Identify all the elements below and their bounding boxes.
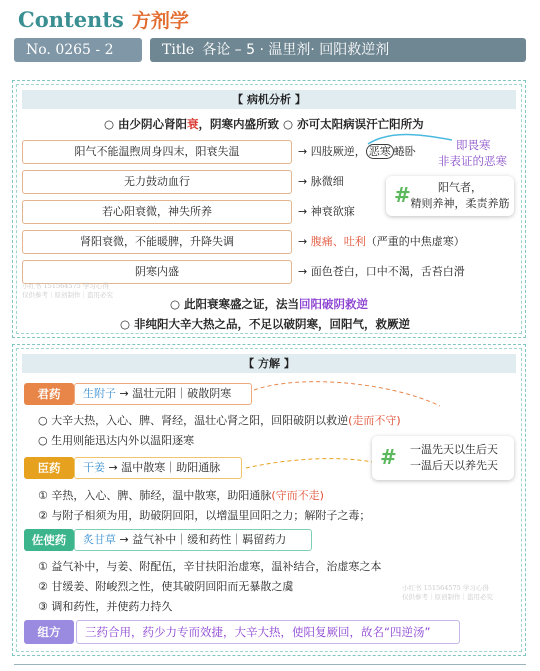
zuo-item: ② 甘缓姜、附峻烈之性，使其破阴回阳而无暴散之虞: [38, 580, 294, 593]
chen-herb-box: 干姜 → 温中散寒｜助阳通脉: [74, 457, 242, 479]
herb-name: 炙甘草: [83, 533, 116, 546]
chen-item: ① 辛热，入心、脾、肺经，温中散寒，助阳通脉(守而不走): [38, 489, 324, 502]
zuo-item: ③ 调和药性，并使药力持久: [38, 600, 173, 613]
entry-number: No. 0265 - 2: [26, 42, 114, 58]
circle-bullet: ○: [279, 117, 298, 131]
quote-callout: [386, 176, 514, 216]
cause-box: 若心阳衰微，神失所养: [22, 200, 292, 224]
circled-word: 恶寒: [366, 144, 394, 159]
pathogenesis-intro: ○ 由少阴心肾阳衰，阴寒内盛所致 ○ 亦可太阳病误汗亡阳所为: [104, 117, 424, 131]
zuo-item: ① 益气补中，与姜、附配伍，辛甘扶阳治虚寒，温补结合，治虚寒之本: [38, 560, 382, 573]
result-text: → 面色苍白，口中不渴，舌苔白滑: [298, 265, 465, 278]
circle-bullet: ○: [104, 117, 119, 131]
circle-bullet: ○: [120, 317, 135, 331]
page-title: [18, 6, 189, 33]
watermark: 小红书 151564575 学习心得 仅供参考｜原创制作｜盗用必究: [402, 584, 493, 601]
cause-box: 肾阳衰微，不能暖脾，升降失调: [22, 230, 292, 254]
hash-icon: #: [394, 183, 411, 207]
title-en: Contents: [18, 7, 124, 32]
title-bar: [150, 38, 526, 62]
jun-item: ○ 大辛大热，入心、脾、肾经，温壮心肾之阳，回阳破阴以救逆(走而不守): [38, 414, 401, 427]
zuo-herb-box: 炙甘草 → 益气补中｜缓和药性｜羁留药力: [74, 529, 312, 551]
circle-bullet: ○: [170, 297, 185, 311]
watermark: 小红书 151564575 学习心得 仅供参考｜原创制作｜盗用必究: [22, 282, 113, 299]
summary-line-2: ○ 非纯阳大辛大热之品，不足以破阴寒，回阳气，救厥逆: [120, 317, 411, 331]
jun-tag: 君药: [24, 383, 74, 405]
zufang-text: 三药合用，药少力专而效捷，大辛大热，使阳复厥回，故名“四逆汤”: [76, 620, 460, 644]
summary-line-1: ○ 此阳衰寒盛之证，法当回阳破阴救逆: [170, 297, 369, 311]
bottom-divider: [14, 664, 526, 665]
title-text: 各论 – 5 · 温里剂· 回阳救逆剂: [202, 42, 390, 58]
cause-box: 无力鼓动血行: [22, 170, 292, 194]
cause-box: 阴寒内盛: [22, 260, 292, 284]
result-text: → 脉微细: [298, 175, 344, 188]
chen-item: ② 与附子相须为用，助破阴回阳，以增温里回阳之力；解附子之毒；: [38, 509, 371, 522]
chen-tag: 臣药: [24, 457, 74, 479]
callout-text: 阳气者， 精则养神，柔责养筋: [410, 181, 510, 210]
jun-item: ○ 生用则能迅达内外以温阳逐寒: [38, 434, 195, 447]
principle-callout: [372, 436, 514, 480]
callout-text: 一温先天以生后天 一温后天以养先天: [410, 443, 498, 472]
result-text: → 四肢厥逆， 恶寒 蜷卧: [298, 145, 416, 158]
pathogenesis-heading: 【 病机分析 】: [22, 90, 516, 109]
herb-name: 干姜: [83, 461, 105, 474]
hash-icon: #: [380, 445, 397, 469]
number-bar: [14, 38, 142, 62]
cause-box: 阳气不能温煦周身四末，阳衰失温: [22, 140, 292, 164]
title-cn: 方剂学: [131, 10, 189, 32]
result-text: → 腹痛、吐利（严重的中焦虚寒）: [298, 235, 465, 248]
herb-name: 生附子: [83, 387, 116, 400]
zufang-tag: 组方: [24, 620, 74, 644]
result-text: → 神衰欲寐: [298, 205, 355, 218]
zuo-tag: 佐使药: [24, 529, 74, 551]
title-label: Title: [162, 42, 195, 58]
formula-heading: 【 方解 】: [22, 354, 516, 373]
jun-herb-box: 生附子 → 温壮元阳｜破散阴寒: [74, 383, 252, 405]
note-not-exterior: 非表证的恶寒: [438, 154, 507, 168]
note-fear-cold: 即畏寒: [456, 138, 491, 152]
